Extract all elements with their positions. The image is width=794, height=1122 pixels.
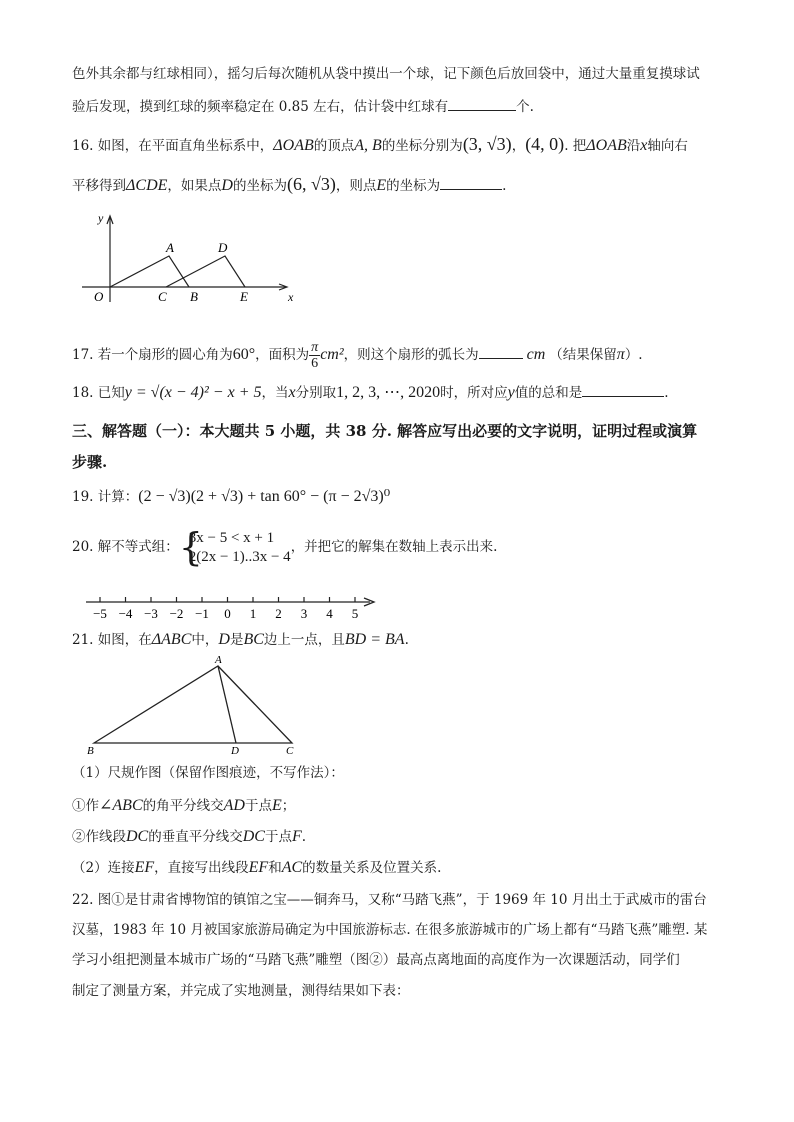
q16-triangle-cde: ΔCDE [126,177,168,194]
q21-text: 中， [191,632,219,648]
q18-text: 分别取 [295,385,337,401]
q20-text: ，并把它的解集在数轴上表示出来. [290,539,498,555]
q17-text: ）. [624,347,643,363]
q21-text: 的角平分线交 [142,798,224,814]
label-a: A [215,654,222,666]
q16-line1 [72,134,688,156]
section3-heading-line1: 三、解答题（一）：本大题共 5 小题，共 38 分. 解答应写出必要的文字说明，证明过程或演算 [72,422,698,440]
q16-text: 轴向右 [647,138,688,154]
section3-heading-line2: 步骤. [72,453,108,471]
brace-icon: { [178,524,203,569]
q18-y-var: y [507,384,515,401]
q21-segment-dc: DC [126,828,149,845]
q21-text: 21. 如图，在 [72,632,152,648]
q16-text: 的坐标为 [232,178,287,194]
q21-condition: BD = BA [344,631,405,648]
q21-text: ，直接写出线段 [154,860,249,876]
q22-line2: 汉墓，1983 年 10 月被国家旅游局确定为中国旅游标志. 在很多旅游城市的广场上都有“马踏飞燕”雕塑. 某 [72,922,708,938]
number-line-label: −2 [169,606,184,621]
q16-text: 的坐标分别为 [381,138,463,154]
q21-part2 [72,858,441,878]
label-c: C [286,745,294,756]
q16-answer-blank[interactable] [440,177,502,190]
triangle-oab [110,256,189,287]
q16-text: 的坐标为 [386,178,441,194]
label-d: D [218,240,228,255]
number-line-label: 2 [275,606,282,621]
q22-line4: 制定了测量方案，并完成了实地测量，测得结果如下表： [72,983,410,999]
q21-figure [84,652,304,756]
q15-line1: 色外其余都与红球相同），摇匀后每次随机从袋中摸出一个球，记下颜色后放回袋中，通过大量重复摸球试 [72,66,700,82]
q16-text: 平移得到 [72,178,126,194]
number-line-label: 5 [351,606,359,621]
q18-text: 18. 已知 [72,385,125,401]
q16-text: ， [511,138,526,154]
q20-text: 20. 解不等式组： [72,539,179,555]
q17-cm: cm [526,346,546,363]
q16-text: 的顶点 [313,138,355,154]
triangle-cde [166,256,245,287]
q21-segment-dc-2: DC [242,828,265,845]
q16-triangle-oab: ΔOAB [273,137,314,154]
number-line-label: −4 [118,606,133,621]
q17-pi: π [616,346,625,363]
q21-text: 的垂直平分线交 [148,829,243,845]
q16-text: ，则点 [335,178,377,194]
q18-line [72,383,669,403]
q17-fraction-den: 6 [311,356,319,371]
number-line-label: −3 [144,606,158,621]
q21-segment-ef: EF [134,859,155,876]
q15-text-end: 个. [516,99,534,115]
q21-text: ①作 [72,798,99,814]
label-y: y [98,211,104,225]
q19-text: 19. 计算： [72,489,139,505]
q16-text: 沿 [626,138,641,154]
number-line-label: 3 [300,606,308,621]
q18-answer-blank[interactable] [582,384,664,397]
q17-text: （结果保留 [549,347,617,363]
q20-inequality-system [178,524,291,569]
q21-text: 的数量关系及位置关系. [302,860,442,876]
q21-segment-ef-2: EF [248,859,269,876]
q21-text: ； [281,798,296,814]
q15-answer-blank[interactable] [448,98,516,111]
q21-point-f: F [291,828,302,845]
q18-text: ，当 [261,385,289,401]
q21-segment-ad: AD [223,797,245,814]
label-d: D [231,745,239,756]
q16-point-e: E [376,177,387,194]
q21-point-e: E [271,797,282,814]
number-line-label: 0 [224,606,231,621]
triangle-abc [94,666,292,743]
label-a: A [166,240,174,255]
number-line-label: −5 [93,606,107,621]
q18-text: . [664,385,669,401]
q15-line2 [72,97,534,117]
q21-text: 和 [268,860,282,876]
q16-x-var: x [640,137,648,154]
q17-text: ，则这个扇形的弧长为 [343,347,479,363]
q16-line2 [72,174,506,196]
q16-point-b-coord: (4, 0) [525,134,565,154]
label-c: C [158,289,167,304]
q17-line [72,340,643,371]
q17-text: 17. 若一个扇形的圆心角为 [72,347,233,363]
q17-answer-blank[interactable] [479,346,523,359]
q21-side-bc: BC [243,631,264,648]
q17-fraction [309,340,320,371]
q18-text: 值的总和是 [514,385,583,401]
q21-text: 边上一点，且 [263,632,345,648]
q19-expression: (2 − √3)(2 + √3) + tan 60° − (π − 2√3)⁰ [138,488,391,505]
q21-text: ②作线段 [72,829,126,845]
q21-part1-step2 [72,827,306,847]
q16-point-d-coord: (6, √3) [286,174,336,194]
q21-segment-ac: AC [281,859,303,876]
q21-part1: （1）尺规作图（保留作图痕迹，不写作法）： [72,765,344,781]
q20-line [72,524,498,569]
label-x: x [288,290,294,304]
q21-text: . [301,829,307,845]
q20-number-line [82,594,382,624]
q21-part1-step1 [72,796,295,816]
q21-angle-abc: ∠ABC [99,797,143,814]
q17-text: ，面积为 [255,347,310,363]
q21-point-d: D [218,631,230,648]
q16-point-a-coord: (3, √3) [462,134,512,154]
label-e: E [240,289,248,304]
q21-text: 于点 [264,829,292,845]
q16-points-ab: A, B [354,137,382,154]
q21-text: 是 [229,632,244,648]
q15-text: 验后发现，摸到红球的频率稳定在 0.85 左右，估计袋中红球有 [72,99,449,115]
q18-values: 1, 2, 3, ⋯, 2020 [336,384,441,401]
q16-point-d: D [221,177,233,194]
q17-unit: cm² [320,346,344,363]
q21-text: 于点 [244,798,272,814]
q22-line3: 学习小组把测量本城市广场的“马踏飞燕”雕塑（图②）最高点离地面的高度作为一次课题活动，同学们 [72,952,680,968]
number-line-label: 1 [249,606,257,621]
q18-expression: y = √(x − 4)² − x + 5 [124,384,262,401]
q16-figure [82,208,312,308]
q16-triangle-oab-2: ΔOAB [586,137,627,154]
q19-line [72,487,390,507]
q18-text: 时，所对应 [440,385,508,401]
q16-text: . [502,178,507,194]
q21-text: . [404,632,409,648]
q17-angle: 60° [232,346,256,363]
q22-line1: 22. 图①是甘肃省博物馆的镇馆之宝——铜奔马，又称“马踏飞燕”，于 1969 年 10 月出土于武威市的雷台 [72,892,707,908]
label-b: B [87,745,94,756]
q17-fraction-num: π [311,340,319,355]
number-line-label: 4 [326,606,333,621]
q16-text: . 把 [564,138,587,154]
q21-text: （2）连接 [72,860,135,876]
q21-line1 [72,630,409,650]
label-o: O [94,289,104,304]
q20-inequality-1: 3x − 5 < x + 1 [188,529,275,546]
q18-x-var: x [288,384,296,401]
q16-text: 16. 如图，在平面直角坐标系中， [72,138,274,154]
q20-inequality-2: 2(2x − 1)..3x − 4 [188,548,291,565]
label-b: B [190,289,198,304]
q16-text: ，如果点 [167,178,222,194]
q21-triangle: ΔABC [151,631,192,648]
number-line-label: −1 [195,606,209,621]
segment-ad [218,666,236,743]
